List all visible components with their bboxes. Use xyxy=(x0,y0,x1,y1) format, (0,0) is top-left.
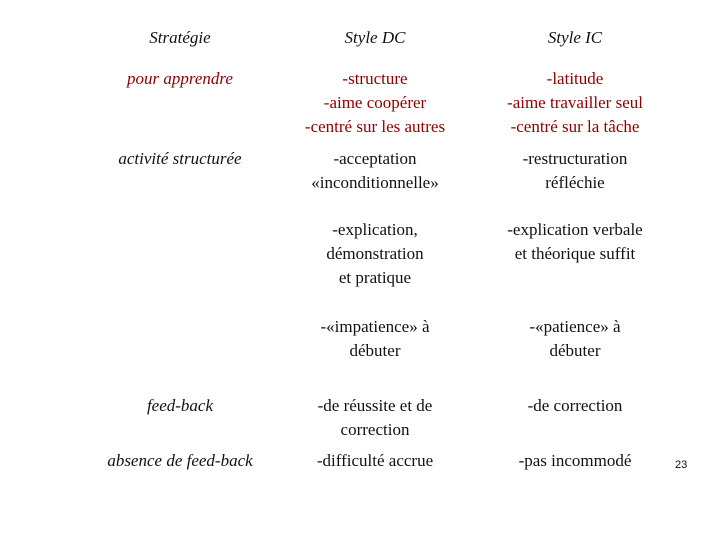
header-style-ic: Style IC xyxy=(547,28,603,47)
cell-line: -structure xyxy=(342,69,408,88)
cell-line: -pas incommodé xyxy=(518,451,632,470)
cell-line: «inconditionnelle» xyxy=(311,173,439,192)
cell-line: et théorique suffit xyxy=(514,244,636,263)
cell-line: -explication verbale xyxy=(507,220,643,239)
cell-line: -latitude xyxy=(546,69,604,88)
row-dc-cell xyxy=(270,147,480,195)
cell-line: -de correction xyxy=(527,396,623,415)
row-ic-cell xyxy=(470,394,680,418)
cell-line: -restructuration xyxy=(522,149,628,168)
cell-line: correction xyxy=(340,420,410,439)
cell-line: et pratique xyxy=(338,268,412,287)
row-dc-cell xyxy=(270,394,480,442)
header-style-dc: Style DC xyxy=(344,28,406,47)
cell-line: -«patience» à xyxy=(529,317,621,336)
cell-line: -centré sur la tâche xyxy=(510,117,640,136)
cell-line: réfléchie xyxy=(545,173,605,192)
cell-line: -acceptation xyxy=(333,149,417,168)
row-ic-cell xyxy=(470,315,680,363)
row-dc-cell xyxy=(270,218,480,290)
row-label-feed-back: feed-back xyxy=(146,396,214,415)
cell-line: -aime travailler seul xyxy=(507,93,643,112)
cell-line: -«impatience» à xyxy=(320,317,430,336)
cell-line: -de réussite et de xyxy=(317,396,433,415)
cell-line: -centré sur les autres xyxy=(304,117,446,136)
cell-line: -difficulté accrue xyxy=(316,451,434,470)
cell-line: -explication, xyxy=(332,220,418,239)
row-label-activite-structuree: activité structurée xyxy=(118,149,242,168)
row-ic-cell xyxy=(470,147,680,195)
row-label-absence-feed-back: absence de feed-back xyxy=(107,451,253,470)
row-dc-cell xyxy=(270,67,480,139)
header-strategie: Stratégie xyxy=(149,28,211,47)
row-dc-cell xyxy=(270,449,480,473)
page-number: 23 xyxy=(675,459,688,471)
cell-line: débuter xyxy=(349,341,401,360)
row-ic-cell xyxy=(470,218,680,266)
cell-line: démonstration xyxy=(326,244,424,263)
row-label-pour-apprendre: pour apprendre xyxy=(127,69,233,88)
row-ic-cell xyxy=(470,449,680,473)
row-ic-cell xyxy=(470,67,680,139)
row-dc-cell xyxy=(270,315,480,363)
cell-line: débuter xyxy=(549,341,601,360)
cell-line: -aime coopérer xyxy=(323,93,427,112)
